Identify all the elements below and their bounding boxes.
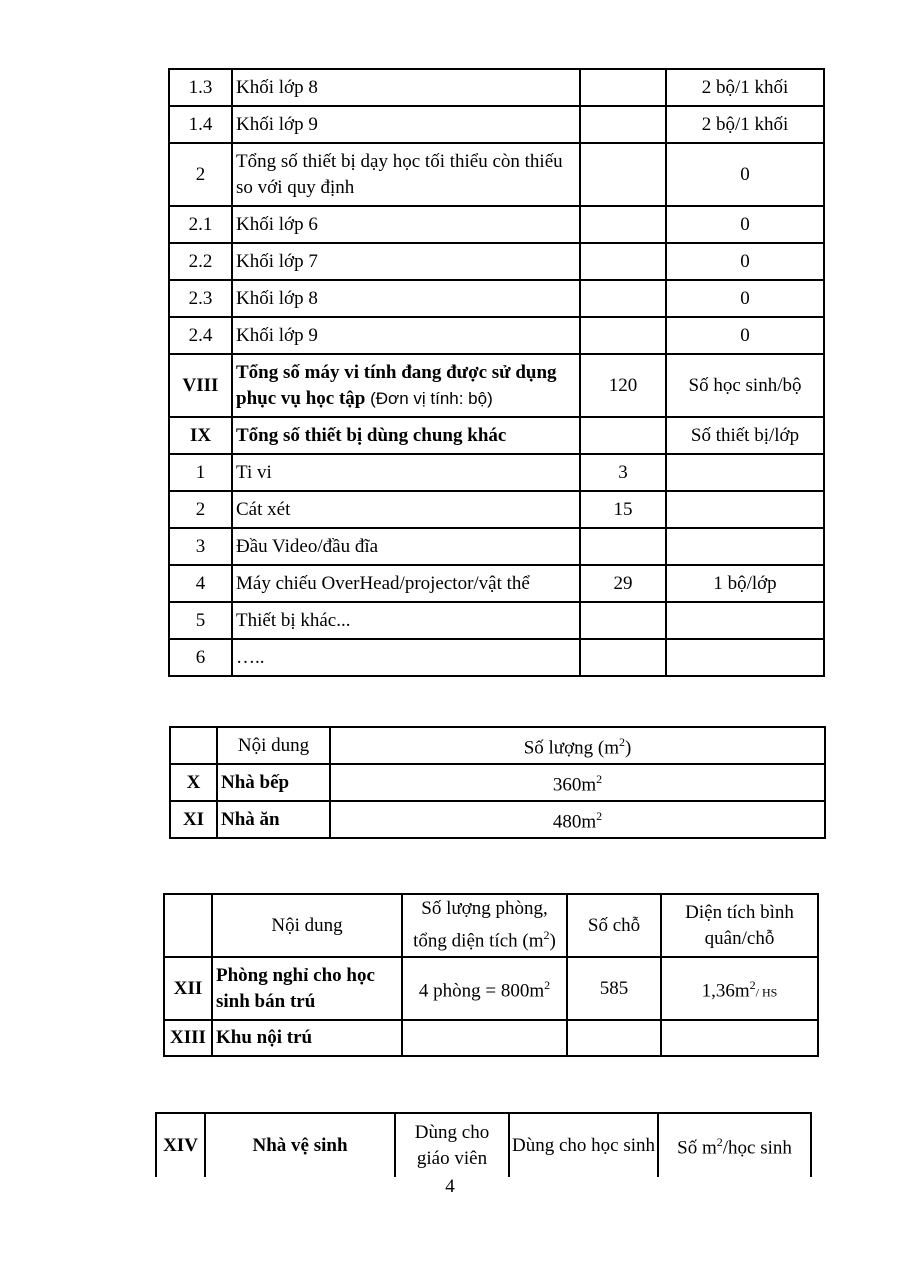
row-content: Nhà ăn	[217, 801, 330, 838]
row-avg	[661, 1020, 818, 1056]
row-no: 1.4	[169, 106, 232, 143]
row-note: Số học sinh/bộ	[666, 354, 824, 417]
table-header-row	[156, 1113, 811, 1177]
table-row	[164, 1020, 818, 1056]
row-seats	[567, 1020, 661, 1056]
table-row	[169, 565, 824, 602]
row-no: 1.3	[169, 69, 232, 106]
row-qty	[580, 417, 666, 454]
row-qty: $360m^2$	[330, 764, 825, 801]
row-note: 1 bộ/lớp	[666, 565, 824, 602]
teacher-cell: Dùng cho giáo viên	[395, 1113, 509, 1177]
table-header-row	[164, 894, 818, 957]
row-content: Khối lớp 8	[232, 69, 580, 106]
table-row	[169, 417, 824, 454]
page-number: 4	[445, 1176, 455, 1197]
row-rooms: 4 phòng = $800m^2$	[402, 957, 567, 1020]
table-row	[169, 602, 824, 639]
student-cell: Dùng cho học sinh	[509, 1113, 658, 1177]
row-content: Tổng số máy vi tính đang được sử dụng phục vụ học tập (Đơn vị tính: bộ)	[232, 354, 580, 417]
row-no: 4	[169, 565, 232, 602]
row-content: Nhà bếp	[217, 764, 330, 801]
table-row	[169, 243, 824, 280]
table-row	[169, 454, 824, 491]
row-content: Khối lớp 6	[232, 206, 580, 243]
table-row	[169, 280, 824, 317]
row-note	[666, 528, 824, 565]
table-row	[169, 639, 824, 676]
row-qty	[580, 639, 666, 676]
row-note: 0	[666, 280, 824, 317]
row-no: 2.4	[169, 317, 232, 354]
row-no: VIII	[169, 354, 232, 417]
row-content: Khu nội trú	[212, 1020, 402, 1056]
row-note	[666, 454, 824, 491]
table-row	[169, 491, 824, 528]
header-rooms-cell: Số lượng phòng, tổng diện tích $(m^2)$	[402, 894, 567, 957]
row-qty: 29	[580, 565, 666, 602]
row-no: 2.2	[169, 243, 232, 280]
row-content: Thiết bị khác...	[232, 602, 580, 639]
table-row	[169, 528, 824, 565]
row-no: X	[170, 764, 217, 801]
table-row	[170, 764, 825, 801]
row-qty: 120	[580, 354, 666, 417]
equipment-table	[168, 68, 825, 677]
row-content: Tổng số thiết bị dạy học tối thiểu còn thiếu so với quy định	[232, 143, 580, 206]
table-row	[170, 801, 825, 838]
row-rooms	[402, 1020, 567, 1056]
row-no: XI	[170, 801, 217, 838]
row-note: 0	[666, 317, 824, 354]
row-no: 2.1	[169, 206, 232, 243]
row-qty	[580, 528, 666, 565]
row-content: Phòng nghỉ cho học sinh bán trú	[212, 957, 402, 1020]
row-no: XII	[164, 957, 212, 1020]
row-note: 2 bộ/1 khối	[666, 106, 824, 143]
row-note: 0	[666, 206, 824, 243]
row-content: …..	[232, 639, 580, 676]
row-qty: 15	[580, 491, 666, 528]
row-qty: $480m^2$	[330, 801, 825, 838]
row-content: Tổng số thiết bị dùng chung khác	[232, 417, 580, 454]
row-no: 1	[169, 454, 232, 491]
row-content: Ti vi	[232, 454, 580, 491]
row-content: Đầu Video/đầu đĩa	[232, 528, 580, 565]
table-row	[169, 143, 824, 206]
table-row	[169, 206, 824, 243]
row-content: Khối lớp 9	[232, 317, 580, 354]
row-note: 0	[666, 143, 824, 206]
header-qty-cell: Số lượng $(m^2)$	[330, 727, 825, 764]
row-no: 2	[169, 491, 232, 528]
row-no: XIII	[164, 1020, 212, 1056]
row-qty	[580, 243, 666, 280]
boarding-rooms-table	[163, 893, 819, 1057]
row-qty	[580, 143, 666, 206]
row-qty: 3	[580, 454, 666, 491]
row-qty	[580, 206, 666, 243]
row-content: Khối lớp 7	[232, 243, 580, 280]
header-content-cell: Nội dung	[212, 894, 402, 957]
row-content: Nhà vệ sinh	[205, 1113, 395, 1177]
header-content-cell: Nội dung	[217, 727, 330, 764]
row-no: 2.3	[169, 280, 232, 317]
row-no: 5	[169, 602, 232, 639]
row-note: Số thiết bị/lớp	[666, 417, 824, 454]
row-avg: $1,36m^2/$ HS	[661, 957, 818, 1020]
table-row	[169, 106, 824, 143]
row-no: 6	[169, 639, 232, 676]
row-note	[666, 639, 824, 676]
row-no: 3	[169, 528, 232, 565]
header-avg-cell: Diện tích bình quân/chỗ	[661, 894, 818, 957]
row-qty	[580, 317, 666, 354]
toilet-table	[155, 1112, 812, 1177]
row-note	[666, 491, 824, 528]
header-no-cell	[170, 727, 217, 764]
table-row	[164, 957, 818, 1020]
row-content: Cát xét	[232, 491, 580, 528]
table-header-row	[170, 727, 825, 764]
kitchen-dining-table	[169, 726, 826, 839]
row-note: 2 bộ/1 khối	[666, 69, 824, 106]
row-qty	[580, 280, 666, 317]
table-row	[169, 69, 824, 106]
row-note: 0	[666, 243, 824, 280]
row-qty	[580, 106, 666, 143]
row-content: Khối lớp 9	[232, 106, 580, 143]
header-no-cell	[164, 894, 212, 957]
row-seats: 585	[567, 957, 661, 1020]
row-no: 2	[169, 143, 232, 206]
row-qty	[580, 69, 666, 106]
header-seats-cell: Số chỗ	[567, 894, 661, 957]
row-qty	[580, 602, 666, 639]
row-no: IX	[169, 417, 232, 454]
row-content: Khối lớp 8	[232, 280, 580, 317]
per-student-cell: Số $m^2$/học sinh	[658, 1113, 811, 1177]
row-note	[666, 602, 824, 639]
row-content: Máy chiếu OverHead/projector/vật thể	[232, 565, 580, 602]
row-no: XIV	[156, 1113, 205, 1177]
table-row	[169, 317, 824, 354]
table-row	[169, 354, 824, 417]
